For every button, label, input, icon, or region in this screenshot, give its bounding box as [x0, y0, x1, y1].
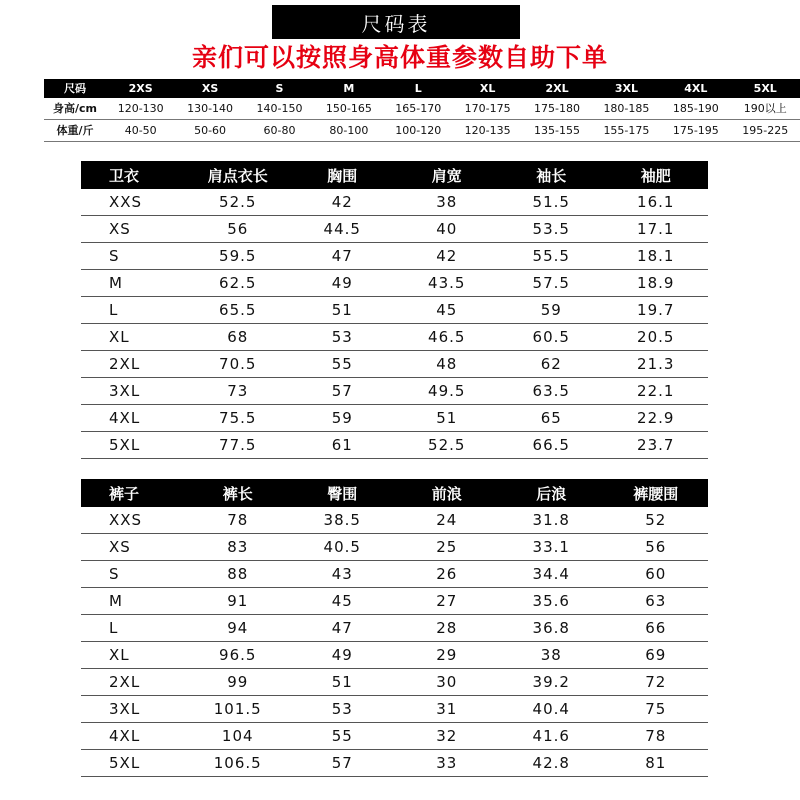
height-cell: 180-185 — [592, 98, 661, 120]
hoodie-header-row — [81, 161, 708, 189]
measurement-cell: 77.5 — [186, 432, 291, 459]
size-cell: L — [384, 79, 453, 98]
table-row — [81, 507, 708, 534]
pants-column-header: 裤腰围 — [604, 479, 709, 507]
measurement-cell: 81 — [604, 750, 709, 777]
measurement-cell: 43.5 — [395, 270, 500, 297]
measurement-cell: 59 — [499, 297, 604, 324]
pants-column-header: 后浪 — [499, 479, 604, 507]
table-row — [81, 297, 708, 324]
measurement-cell: 42 — [290, 189, 395, 216]
weight-cell: 50-60 — [175, 120, 244, 142]
measurement-cell: 18.9 — [604, 270, 709, 297]
height-cell: 170-175 — [453, 98, 522, 120]
size-cell: XL — [453, 79, 522, 98]
measurement-cell: 55 — [290, 351, 395, 378]
measurement-cell: 17.1 — [604, 216, 709, 243]
measurement-cell: 57 — [290, 750, 395, 777]
measurement-cell: 25 — [395, 534, 500, 561]
measurement-cell: 40.5 — [290, 534, 395, 561]
measurement-cell: 45 — [395, 297, 500, 324]
table-row — [81, 432, 708, 459]
size-label-cell: 5XL — [81, 750, 186, 777]
measurement-cell: 60.5 — [499, 324, 604, 351]
measurement-cell: 57 — [290, 378, 395, 405]
measurement-cell: 47 — [290, 615, 395, 642]
measurement-cell: 44.5 — [290, 216, 395, 243]
measurement-cell: 63.5 — [499, 378, 604, 405]
measurement-cell: 96.5 — [186, 642, 291, 669]
size-label-cell: 3XL — [81, 696, 186, 723]
size-label-cell: L — [81, 297, 186, 324]
measurement-cell: 33.1 — [499, 534, 604, 561]
size-label-cell: L — [81, 615, 186, 642]
page-subtitle: 亲们可以按照身高体重参数自助下单 — [191, 43, 608, 72]
measurement-cell: 34.4 — [499, 561, 604, 588]
weight-cell: 155-175 — [592, 120, 661, 142]
measurement-cell: 99 — [186, 669, 291, 696]
size-cell: 2XS — [106, 79, 175, 98]
pants-table-body — [81, 507, 708, 777]
table-row — [81, 588, 708, 615]
weight-label: 体重/斤 — [44, 120, 106, 142]
size-label-cell: S — [81, 243, 186, 270]
measurement-cell: 56 — [186, 216, 291, 243]
table-row — [81, 750, 708, 777]
height-cell: 150-165 — [314, 98, 383, 120]
pants-column-header: 裤子 — [81, 479, 186, 507]
height-cell: 190以上 — [731, 98, 800, 120]
measurement-cell: 62 — [499, 351, 604, 378]
hoodie-size-table — [81, 161, 708, 459]
height-cell: 185-190 — [661, 98, 730, 120]
measurement-cell: 51 — [290, 297, 395, 324]
measurement-cell: 75.5 — [186, 405, 291, 432]
measurement-cell: 22.9 — [604, 405, 709, 432]
measurement-cell: 51 — [395, 405, 500, 432]
size-label-cell: XL — [81, 324, 186, 351]
hoodie-column-header: 袖肥 — [604, 161, 709, 189]
measurement-cell: 53.5 — [499, 216, 604, 243]
measurement-cell: 23.7 — [604, 432, 709, 459]
size-label-cell: 3XL — [81, 378, 186, 405]
table-row — [81, 615, 708, 642]
hoodie-table-body — [81, 189, 708, 459]
table-row — [81, 642, 708, 669]
size-label-cell: 4XL — [81, 405, 186, 432]
hoodie-column-header: 卫衣 — [81, 161, 186, 189]
size-label-cell: XS — [81, 534, 186, 561]
measurement-cell: 20.5 — [604, 324, 709, 351]
measurement-cell: 88 — [186, 561, 291, 588]
measurement-cell: 62.5 — [186, 270, 291, 297]
measurement-cell: 22.1 — [604, 378, 709, 405]
height-cell: 120-130 — [106, 98, 175, 120]
measurement-cell: 31 — [395, 696, 500, 723]
height-cell: 140-150 — [245, 98, 314, 120]
measurement-cell: 66.5 — [499, 432, 604, 459]
size-label-cell: 4XL — [81, 723, 186, 750]
size-label-cell: XL — [81, 642, 186, 669]
measurement-cell: 83 — [186, 534, 291, 561]
weight-cell: 80-100 — [314, 120, 383, 142]
measurement-cell: 47 — [290, 243, 395, 270]
size-label-cell: XXS — [81, 189, 186, 216]
measurement-cell: 70.5 — [186, 351, 291, 378]
measurement-cell: 78 — [186, 507, 291, 534]
measurement-cell: 38.5 — [290, 507, 395, 534]
measurement-cell: 41.6 — [499, 723, 604, 750]
weight-cell: 135-155 — [522, 120, 591, 142]
size-reference-table — [44, 79, 800, 142]
size-header-label: 尺码 — [44, 79, 106, 98]
measurement-cell: 72 — [604, 669, 709, 696]
measurement-cell: 53 — [290, 324, 395, 351]
measurement-cell: 91 — [186, 588, 291, 615]
measurement-cell: 66 — [604, 615, 709, 642]
measurement-cell: 32 — [395, 723, 500, 750]
measurement-cell: 104 — [186, 723, 291, 750]
table-row — [81, 669, 708, 696]
measurement-cell: 52.5 — [395, 432, 500, 459]
measurement-cell: 42.8 — [499, 750, 604, 777]
size-cell: 4XL — [661, 79, 730, 98]
height-label: 身高/cm — [44, 98, 106, 120]
hoodie-column-header: 肩宽 — [395, 161, 500, 189]
measurement-cell: 55 — [290, 723, 395, 750]
pants-column-header: 裤长 — [186, 479, 291, 507]
measurement-cell: 59 — [290, 405, 395, 432]
pants-header-row — [81, 479, 708, 507]
weight-cell: 40-50 — [106, 120, 175, 142]
measurement-cell: 49.5 — [395, 378, 500, 405]
measurement-cell: 49 — [290, 270, 395, 297]
measurement-cell: 52.5 — [186, 189, 291, 216]
measurement-cell: 27 — [395, 588, 500, 615]
measurement-cell: 29 — [395, 642, 500, 669]
measurement-cell: 19.7 — [604, 297, 709, 324]
table-row — [81, 351, 708, 378]
table-row — [81, 378, 708, 405]
measurement-cell: 39.2 — [499, 669, 604, 696]
height-cell: 130-140 — [175, 98, 244, 120]
measurement-cell: 61 — [290, 432, 395, 459]
table-row — [81, 243, 708, 270]
size-cell: 3XL — [592, 79, 661, 98]
measurement-cell: 36.8 — [499, 615, 604, 642]
table-row — [81, 723, 708, 750]
hoodie-column-header: 胸围 — [290, 161, 395, 189]
table-row — [81, 696, 708, 723]
measurement-cell: 40 — [395, 216, 500, 243]
size-cell: M — [314, 79, 383, 98]
measurement-cell: 33 — [395, 750, 500, 777]
size-label-cell: 2XL — [81, 669, 186, 696]
measurement-cell: 65.5 — [186, 297, 291, 324]
measurement-cell: 101.5 — [186, 696, 291, 723]
size-label-cell: XS — [81, 216, 186, 243]
pants-size-table — [81, 479, 708, 777]
measurement-cell: 38 — [499, 642, 604, 669]
measurement-cell: 51.5 — [499, 189, 604, 216]
size-label-cell: M — [81, 588, 186, 615]
measurement-cell: 48 — [395, 351, 500, 378]
measurement-cell: 69 — [604, 642, 709, 669]
hoodie-column-header: 肩点衣长 — [186, 161, 291, 189]
measurement-cell: 52 — [604, 507, 709, 534]
measurement-cell: 38 — [395, 189, 500, 216]
size-cell: 5XL — [731, 79, 800, 98]
measurement-cell: 57.5 — [499, 270, 604, 297]
measurement-cell: 51 — [290, 669, 395, 696]
measurement-cell: 30 — [395, 669, 500, 696]
measurement-cell: 59.5 — [186, 243, 291, 270]
height-cell: 165-170 — [384, 98, 453, 120]
measurement-cell: 43 — [290, 561, 395, 588]
measurement-cell: 63 — [604, 588, 709, 615]
measurement-cell: 65 — [499, 405, 604, 432]
pants-column-header: 前浪 — [395, 479, 500, 507]
measurement-cell: 55.5 — [499, 243, 604, 270]
size-label-cell: 5XL — [81, 432, 186, 459]
measurement-cell: 46.5 — [395, 324, 500, 351]
table-row — [81, 324, 708, 351]
measurement-cell: 24 — [395, 507, 500, 534]
weight-cell: 120-135 — [453, 120, 522, 142]
size-label-cell: XXS — [81, 507, 186, 534]
table-row — [81, 216, 708, 243]
table-row — [81, 270, 708, 297]
height-row — [44, 98, 800, 120]
table-row — [81, 561, 708, 588]
weight-cell: 195-225 — [731, 120, 800, 142]
measurement-cell: 35.6 — [499, 588, 604, 615]
size-cell: S — [245, 79, 314, 98]
pants-column-header: 臀围 — [290, 479, 395, 507]
table-row — [81, 534, 708, 561]
size-cell: 2XL — [522, 79, 591, 98]
measurement-cell: 106.5 — [186, 750, 291, 777]
measurement-cell: 60 — [604, 561, 709, 588]
measurement-cell: 42 — [395, 243, 500, 270]
measurement-cell: 75 — [604, 696, 709, 723]
table-row — [81, 189, 708, 216]
hoodie-column-header: 袖长 — [499, 161, 604, 189]
measurement-cell: 28 — [395, 615, 500, 642]
measurement-cell: 18.1 — [604, 243, 709, 270]
measurement-cell: 31.8 — [499, 507, 604, 534]
weight-row — [44, 120, 800, 142]
height-cell: 175-180 — [522, 98, 591, 120]
table-row — [81, 405, 708, 432]
measurement-cell: 45 — [290, 588, 395, 615]
page-title: 尺码表 — [272, 5, 520, 39]
weight-cell: 60-80 — [245, 120, 314, 142]
size-label-cell: M — [81, 270, 186, 297]
measurement-cell: 40.4 — [499, 696, 604, 723]
measurement-cell: 78 — [604, 723, 709, 750]
size-label-cell: 2XL — [81, 351, 186, 378]
measurement-cell: 73 — [186, 378, 291, 405]
measurement-cell: 49 — [290, 642, 395, 669]
measurement-cell: 53 — [290, 696, 395, 723]
weight-cell: 100-120 — [384, 120, 453, 142]
measurement-cell: 94 — [186, 615, 291, 642]
measurement-cell: 56 — [604, 534, 709, 561]
measurement-cell: 68 — [186, 324, 291, 351]
weight-cell: 175-195 — [661, 120, 730, 142]
size-label-cell: S — [81, 561, 186, 588]
size-header-row — [44, 79, 800, 98]
size-cell: XS — [175, 79, 244, 98]
measurement-cell: 16.1 — [604, 189, 709, 216]
measurement-cell: 26 — [395, 561, 500, 588]
measurement-cell: 21.3 — [604, 351, 709, 378]
